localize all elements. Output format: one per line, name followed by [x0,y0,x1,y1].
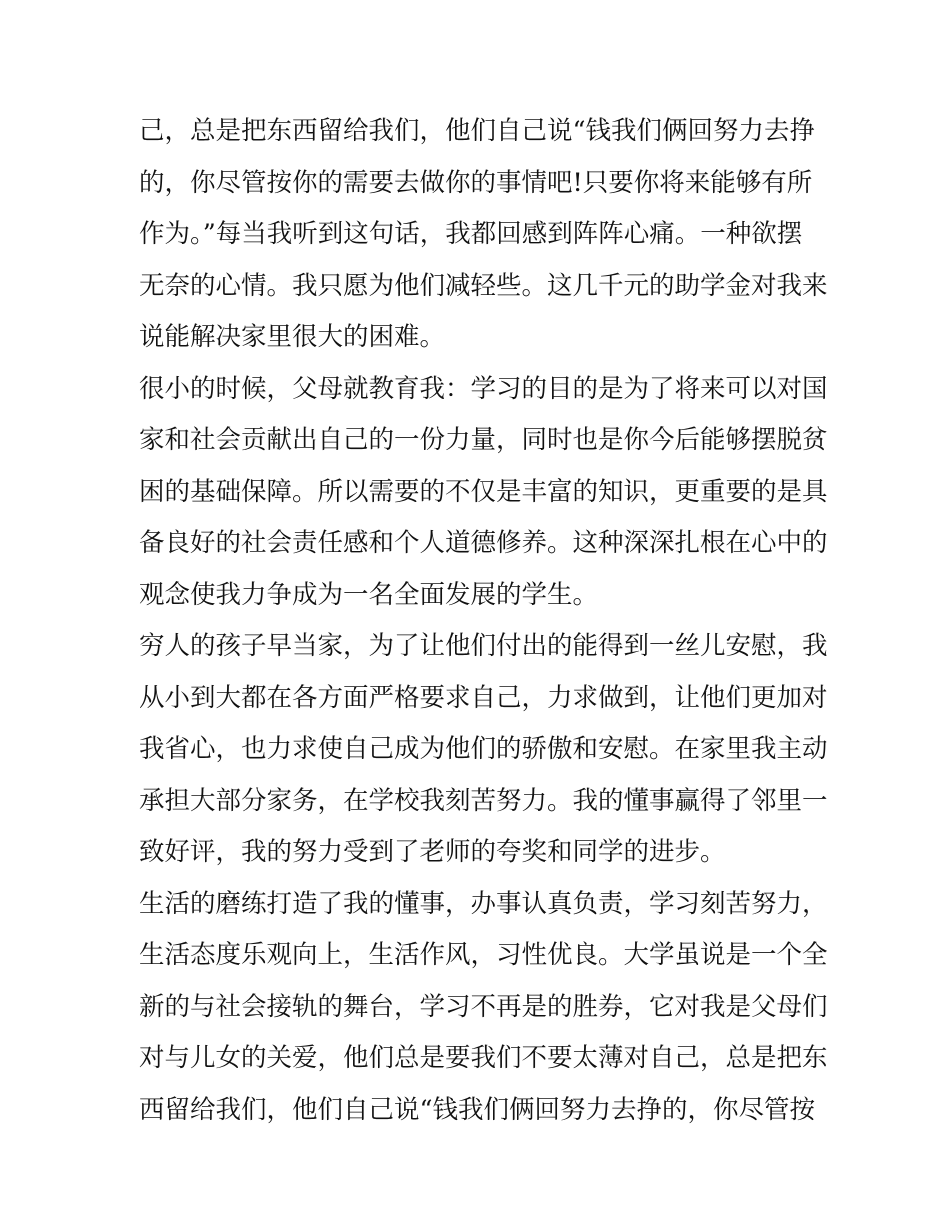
text-line: 作为。”每当我听到这句话，我都回感到阵阵心痛。一种欲摆 [139,219,803,249]
text-line: 生活的磨练打造了我的懂事，办事认真负责，学习刻苦努力， [139,888,828,919]
text-line: 承担大部分家务，在学校我刻苦努力。我的懂事赢得了邻里一 [139,785,828,816]
text-line: 生活态度乐观向上，生活作风，习性优良。大学虽说是一个全 [139,940,828,970]
text-line: 家和社会贡献出自己的一份力量，同时也是你今后能够摆脱贫 [139,425,828,455]
text-line: 的，你尽管按你的需要去做你的事情吧!只要你将来能够有所 [139,167,813,198]
text-line: 己，总是把东西留给我们，他们自己说“钱我们俩回努力去挣 [139,116,816,146]
text-line: 致好评，我的努力受到了老师的夸奖和同学的进步。 [139,837,726,867]
text-line: 备良好的社会责任感和个人道德修养。这种深深扎根在心中的 [139,528,828,558]
text-line: 新的与社会接轨的舞台，学习不再是的胜券，它对我是父母们 [139,991,828,1022]
text-line: 说能解决家里很大的困难。 [139,322,446,352]
text-line: 穷人的孩子早当家，为了让他们付出的能得到一丝儿安慰，我 [139,631,828,661]
text-line: 西留给我们，他们自己说“钱我们俩回努力去挣的，你尽管按 [139,1094,816,1125]
text-line: 我省心，也力求使自己成为他们的骄傲和安慰。在家里我主动 [139,734,828,764]
text-line: 观念使我力争成为一名全面发展的学生。 [139,579,599,610]
text-line: 很小的时候，父母就教育我：学习的目的是为了将来可以对国 [139,373,828,404]
text-line: 困的基础保障。所以需要的不仅是丰富的知识，更重要的是具 [139,476,828,507]
text-line: 对与儿女的关爱，他们总是要我们不要太薄对自己，总是把东 [139,1043,828,1073]
text-line: 从小到大都在各方面严格要求自己，力求做到，让他们更加对 [139,682,828,713]
body-text [139,106,828,1136]
text-line: 无奈的心情。我只愿为他们减轻些。这几千元的助学金对我来 [139,270,828,301]
